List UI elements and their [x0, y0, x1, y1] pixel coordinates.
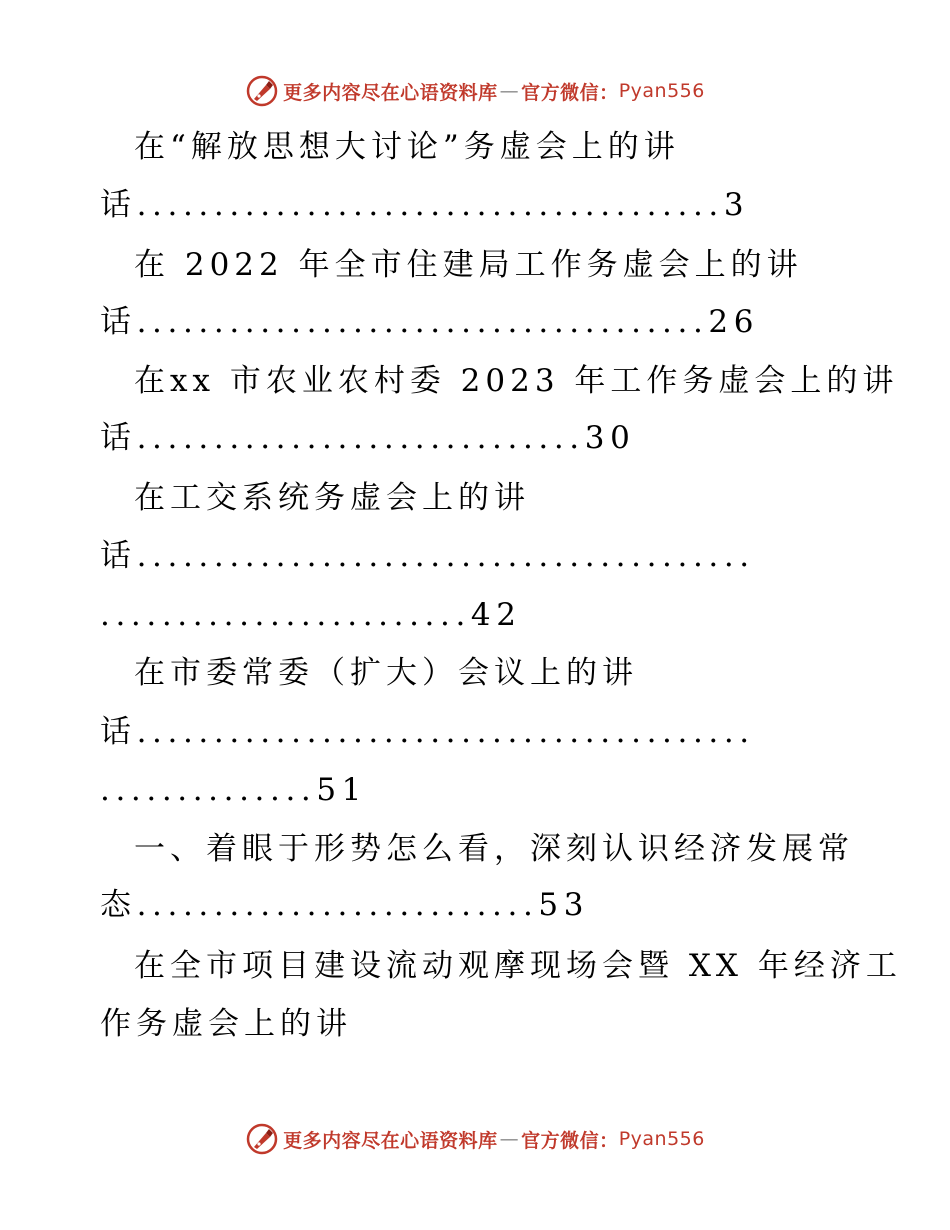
toc-entry-4-leader-cont: ........................42	[100, 597, 522, 633]
banner-wechat-label: 官方微信：	[521, 1129, 619, 1152]
toc-entry-7-title-cont: 作务虚会上的讲	[100, 1006, 352, 1042]
toc-entry-5-leader: 话........................................	[100, 714, 755, 750]
banner-wechat-id: Pyan556	[618, 80, 705, 102]
toc-entry-5-leader-cont: ..............51	[100, 772, 368, 808]
toc-entry-4-leader: 话........................................	[100, 538, 755, 574]
toc-entry-3-title: 在xx 市农业农村委 2023 年工作务虚会上的讲	[134, 363, 899, 399]
toc-entry-1-title: 在“解放思想大讨论”务虚会上的讲	[134, 129, 680, 165]
toc-entry-6-title: 一、着眼于形势怎么看，深刻认识经济发展常	[134, 831, 854, 867]
banner-wechat-id: Pyan556	[618, 1128, 705, 1150]
toc-entry-7-title: 在全市项目建设流动观摩现场会暨 XX 年经济工	[134, 948, 902, 984]
pen-nib-logo-icon	[245, 1122, 279, 1156]
banner-lead-text: 更多内容尽在心语资料库	[283, 1129, 498, 1152]
toc-entry-3-leader: 话.............................30	[100, 420, 636, 456]
toc-entry-2-title: 在 2022 年全市住建局工作务虚会上的讲	[134, 247, 803, 283]
footer-banner	[0, 1119, 950, 1159]
toc-entry-6-leader: 态..........................53	[100, 887, 590, 923]
banner-dash: —	[499, 1128, 520, 1150]
toc-entry-1-leader: 话......................................3	[100, 187, 750, 223]
banner-wechat-label: 官方微信：	[521, 81, 619, 104]
toc-entry-2-leader: 话.....................................26	[100, 304, 760, 340]
banner-dash: —	[499, 80, 520, 102]
toc-entry-5-title: 在市委常委（扩大）会议上的讲	[134, 655, 638, 691]
banner-lead-text: 更多内容尽在心语资料库	[283, 81, 498, 104]
toc-entry-4-title: 在工交系统务虚会上的讲	[134, 480, 530, 516]
